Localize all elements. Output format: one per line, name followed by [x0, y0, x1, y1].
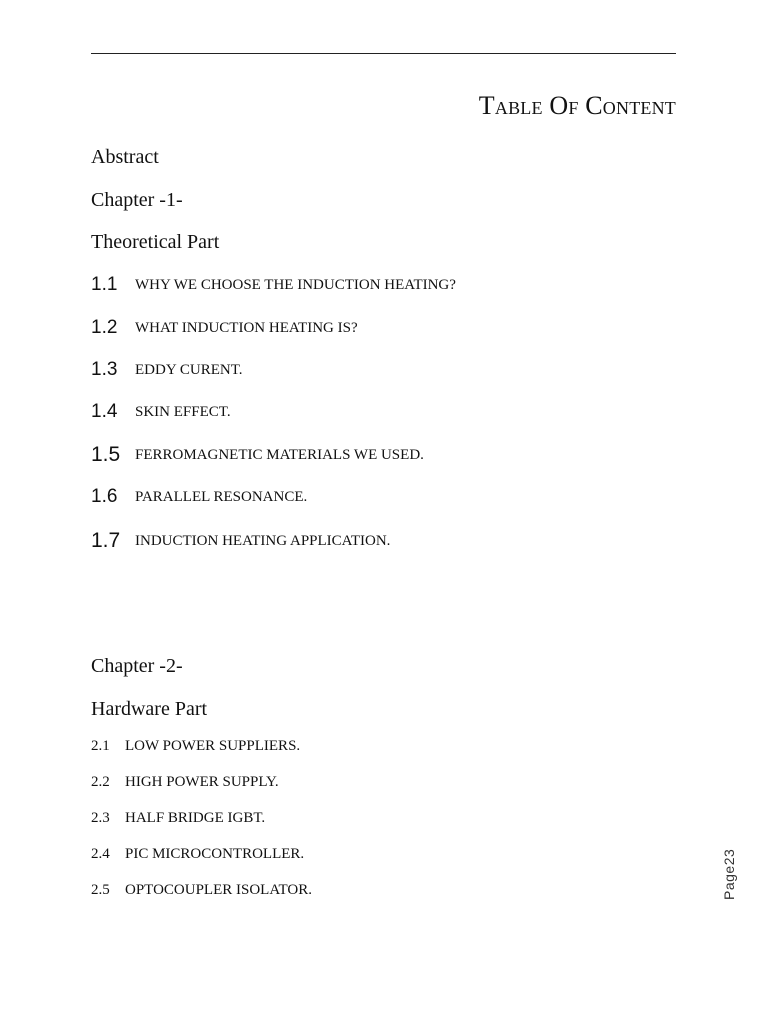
chapter-2-part: Hardware Part [91, 698, 208, 720]
toc-item-text: EDDY CURENT. [135, 362, 243, 378]
toc-item-number: 2.5 [91, 882, 110, 898]
toc-item [91, 775, 279, 790]
toc-item [91, 530, 390, 551]
toc-item [91, 444, 424, 465]
toc-item-number: 1.4 [91, 401, 118, 422]
toc-item-text: SKIN EFFECT. [135, 404, 231, 420]
chapter-1-label: Chapter -1- [91, 189, 183, 211]
toc-item-number: 2.2 [91, 774, 110, 790]
toc-item-text: PIC MICROCONTROLLER. [125, 846, 305, 862]
toc-item [91, 360, 243, 379]
toc-item [91, 275, 456, 294]
toc-item-text: WHAT INDUCTION HEATING IS? [135, 320, 358, 336]
toc-abstract: Abstract [91, 146, 159, 168]
toc-item-text: LOW POWER SUPPLIERS. [125, 738, 301, 754]
toc-item-text: WHY WE CHOOSE THE INDUCTION HEATING? [135, 277, 456, 293]
toc-item-text: PARALLEL RESONANCE. [135, 489, 308, 505]
toc-item-number: 2.4 [91, 846, 110, 862]
toc-item-text: OPTOCOUPLER ISOLATOR. [125, 882, 312, 898]
toc-item [91, 318, 358, 337]
toc-item-number: 1.2 [91, 317, 118, 338]
toc-item [91, 402, 231, 421]
toc-item-number: 2.1 [91, 738, 110, 754]
toc-item-number: 2.3 [91, 810, 110, 826]
toc-item-number: 1.6 [91, 486, 118, 507]
toc-item [91, 739, 300, 754]
toc-item [91, 883, 312, 898]
toc-item-number: 1.1 [91, 274, 118, 295]
toc-item [91, 811, 265, 826]
toc-item-number: 1.7 [91, 529, 121, 552]
toc-item-number: 1.3 [91, 359, 118, 380]
chapter-2-label: Chapter -2- [91, 655, 183, 677]
chapter-1-part: Theoretical Part [91, 231, 220, 253]
toc-item-text: FERROMAGNETIC MATERIALS WE USED. [135, 447, 424, 463]
toc-item [91, 487, 307, 506]
header-rule [91, 53, 676, 54]
toc-item-number: 1.5 [91, 443, 121, 466]
toc-item [91, 847, 304, 862]
toc-item-text: INDUCTION HEATING APPLICATION. [135, 533, 391, 549]
page-number: Page23 [721, 848, 737, 900]
toc-item-text: HALF BRIDGE IGBT. [125, 810, 266, 826]
page-title: Table Of Content [478, 91, 676, 120]
toc-item-text: HIGH POWER SUPPLY. [125, 774, 279, 790]
